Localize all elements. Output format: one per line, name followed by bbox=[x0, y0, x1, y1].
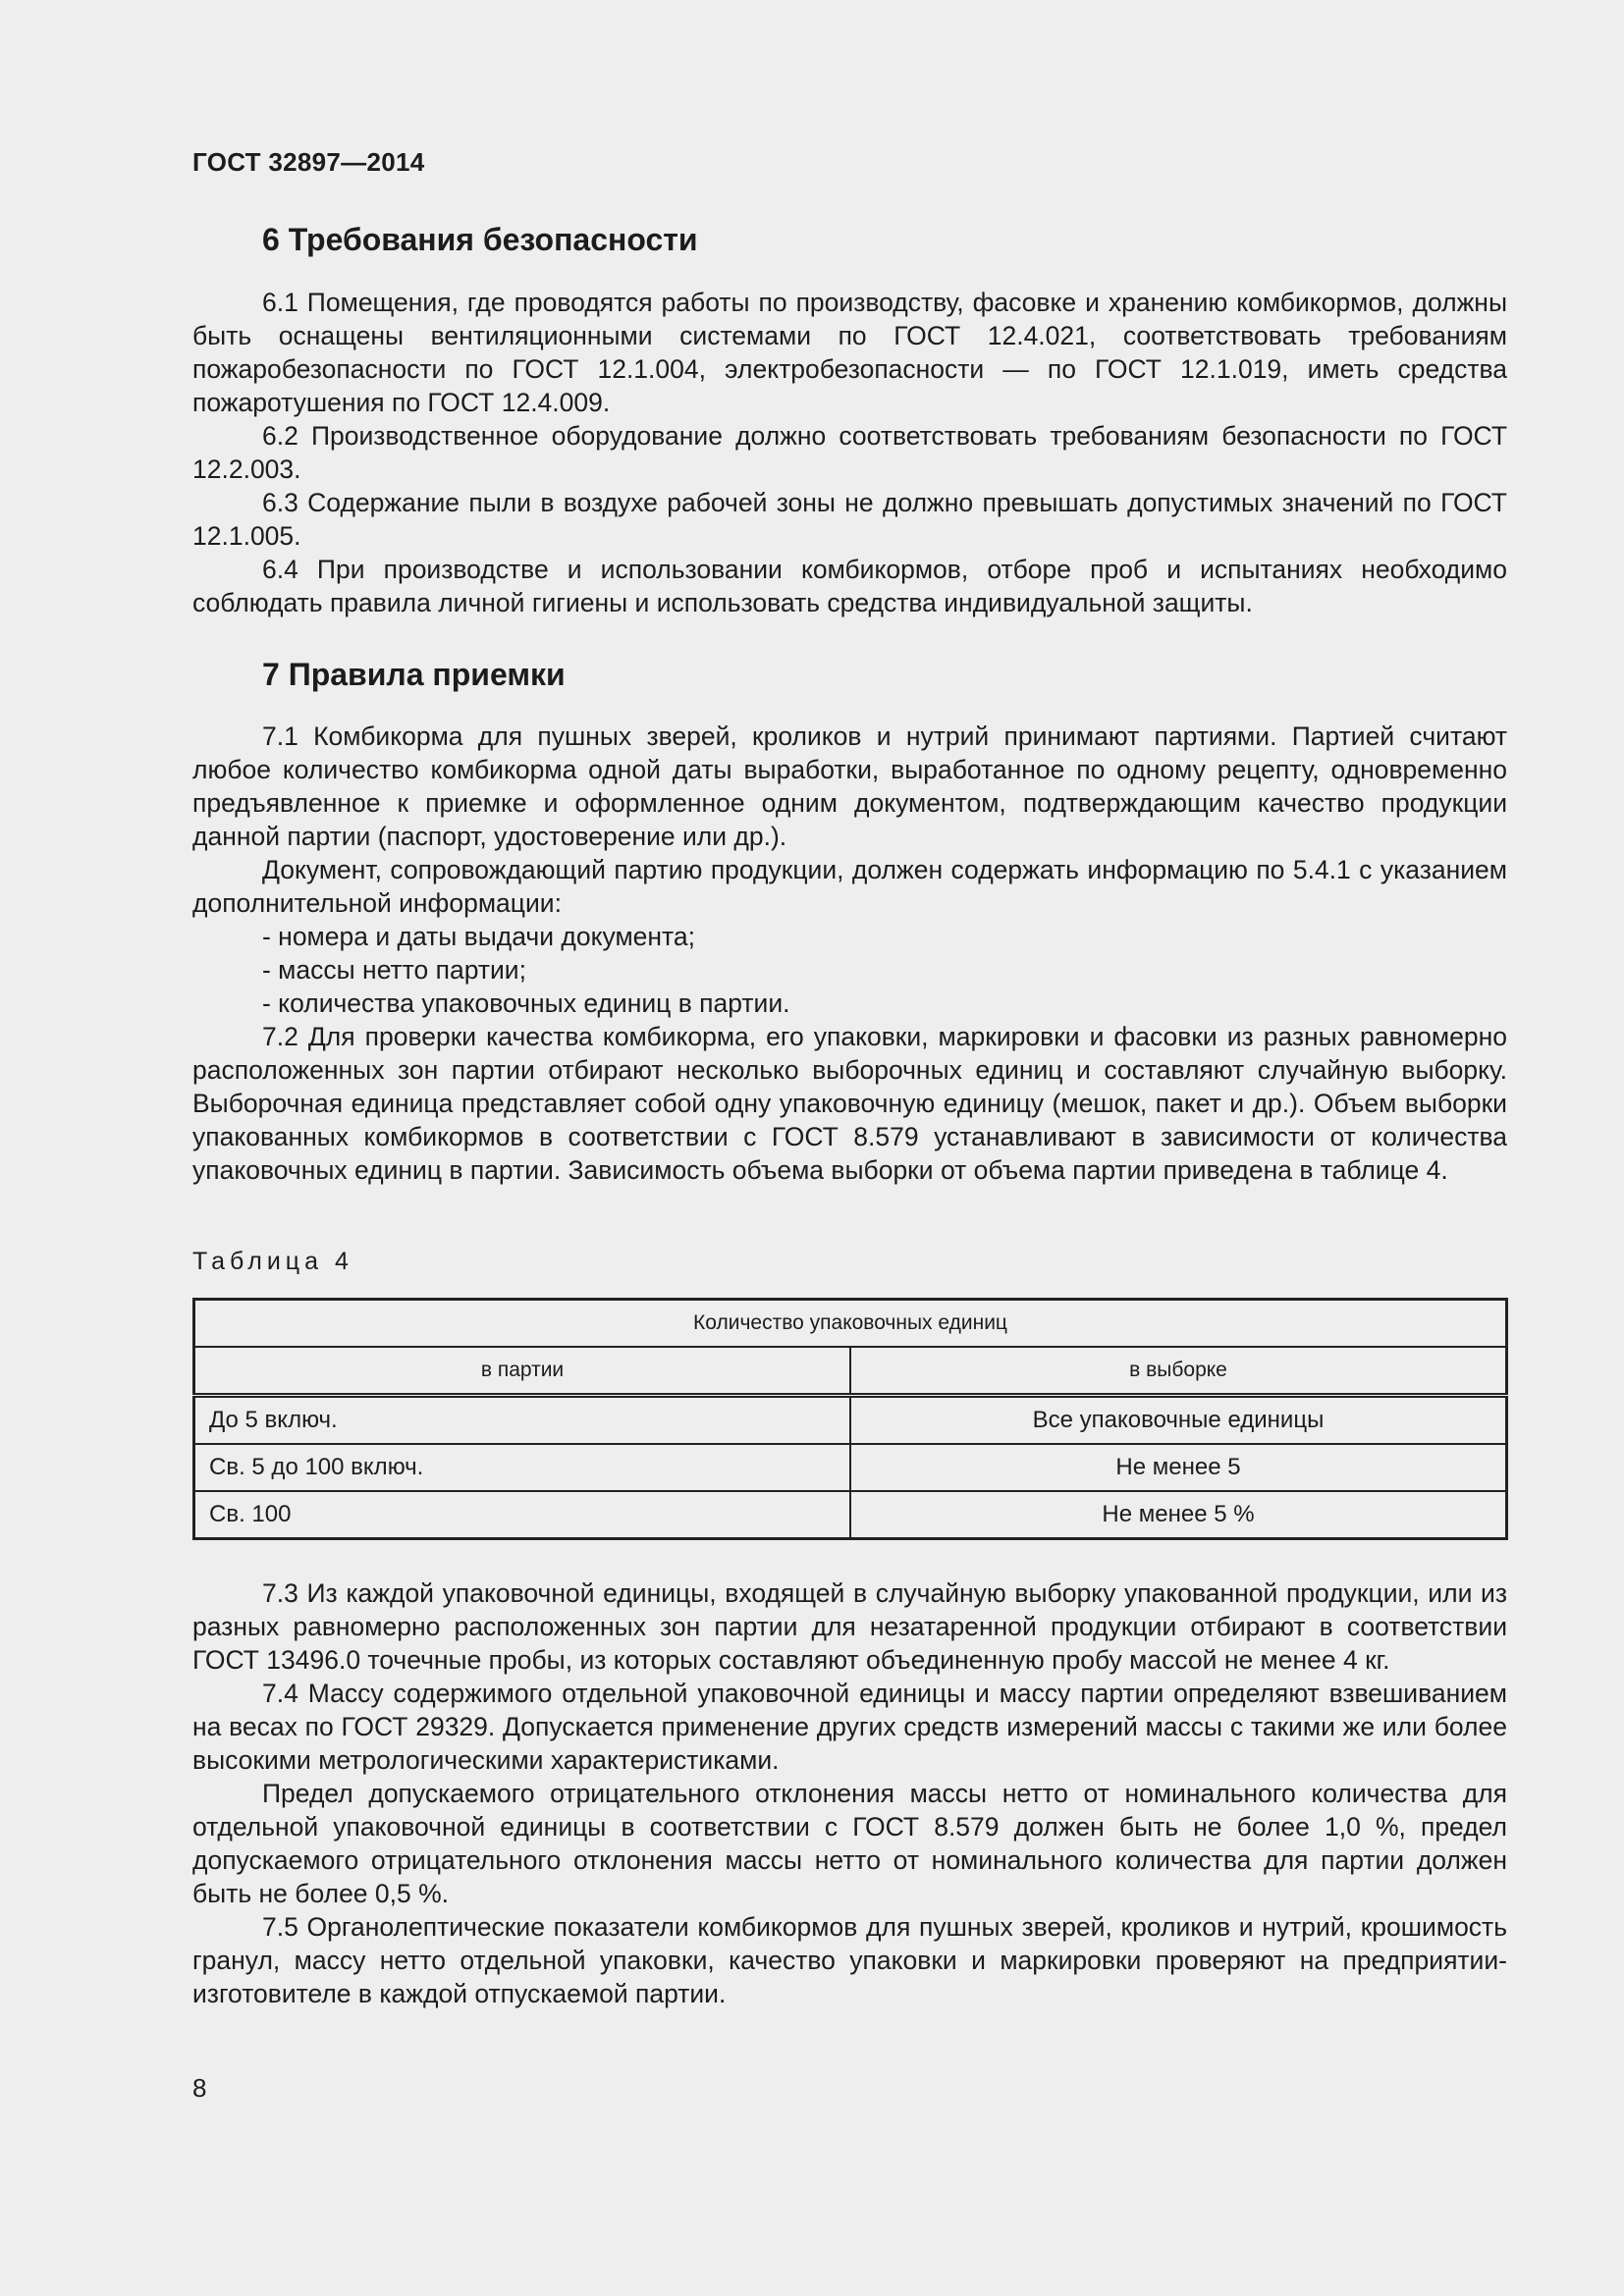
table-header-top: Количество упаковочных единиц bbox=[194, 1300, 1507, 1348]
paragraph-7-4-tolerance: Предел допускаемого отрицательного отклонения массы нетто от номинального количества для отдельной упаковочной единицы в соответствии с ГОСТ 8.579 должен быть не более 1,0 %, предел допускаемого отрицательного отклонения массы нетто от номинального количества для партии должен быть не более 0,5 %. bbox=[192, 1779, 1507, 1908]
paragraph-6-1: 6.1 Помещения, где проводятся работы по производству, фасовке и хранению комбикормов, должны быть оснащены вентиляционными системами по ГОСТ 12.4.021, соответствовать требованиям пожаробезопасности по ГОСТ 12.1.004, электробезопасности — по ГОСТ 12.1.019, иметь средства пожаротушения по ГОСТ 12.4.009. bbox=[192, 288, 1507, 417]
table-cell-lot: Св. 5 до 100 включ. bbox=[194, 1444, 851, 1491]
table-cell-sample: Не менее 5 bbox=[850, 1444, 1507, 1491]
table-row bbox=[194, 1444, 1507, 1491]
paragraph-6-4: 6.4 При производстве и использовании комбикормов, отборе проб и испытаниях необходимо соблюдать правила личной гигиены и использовать средства индивидуальной защиты. bbox=[192, 555, 1507, 617]
list-item: - номера и даты выдачи документа; bbox=[262, 922, 695, 951]
paragraph-7-5: 7.5 Органолептические показатели комбикормов для пушных зверей, кроликов и нутрий, крошимость гранул, массу нетто отдельной упаковки, качество упаковки и маркировки проверяют на предприятии-изготовителе в каждой отпускаемой партии. bbox=[192, 1912, 1507, 2008]
table-cell-sample: Не менее 5 % bbox=[850, 1491, 1507, 1539]
table-row bbox=[194, 1491, 1507, 1539]
paragraph-6-3: 6.3 Содержание пыли в воздухе рабочей зоны не должно превышать допустимых значений по ГОСТ 12.1.005. bbox=[192, 488, 1507, 551]
paragraph-6-2: 6.2 Производственное оборудование должно соответствовать требованиям безопасности по ГОСТ 12.2.003. bbox=[192, 421, 1507, 484]
table-cell-lot: Св. 100 bbox=[194, 1491, 851, 1539]
table-header-row bbox=[194, 1300, 1507, 1348]
table-row bbox=[194, 1396, 1507, 1445]
list-item: - количества упаковочных единиц в партии. bbox=[262, 988, 790, 1018]
paragraph-7-2: 7.2 Для проверки качества комбикорма, его упаковки, маркировки и фасовки из разных равномерно расположенных зон партии отбирают несколько выборочных единиц и составляют случайную выборку. Выборочная единица представляет собой одну упаковочную единицу (мешок, пакет и др.). Объем выборки упакованных комбикормов в соответствии с ГОСТ 8.579 устанавливают в зависимости от количества упаковочных единиц в партии. Зависимость объема выборки от объема партии приведена в таблице 4. bbox=[192, 1022, 1507, 1185]
section-6-title: 6 Требования безопасности bbox=[262, 222, 698, 257]
section-7-body-bottom bbox=[192, 1576, 1507, 2010]
table-4 bbox=[192, 1298, 1508, 1540]
table-cell-lot: До 5 включ. bbox=[194, 1396, 851, 1445]
paragraph-7-4: 7.4 Массу содержимого отдельной упаковочной единицы и массу партии определяют взвешиванием на весах по ГОСТ 29329. Допускается применение других средств измерений массы с такими же или более высокими метрологическими характеристиками. bbox=[192, 1679, 1507, 1775]
section-7-title: 7 Правила приемки bbox=[262, 657, 566, 692]
list-item: - массы нетто партии; bbox=[262, 955, 526, 985]
table-header-lot: в партии bbox=[194, 1347, 851, 1396]
paragraph-7-1-document: Документ, сопровождающий партию продукции, должен содержать информацию по 5.4.1 с указанием дополнительной информации: bbox=[192, 855, 1507, 918]
paragraph-7-3: 7.3 Из каждой упаковочной единицы, входящей в случайную выборку упакованной продукции, или из разных равномерно расположенных зон партии для незатаренной продукции отбирают в соответствии ГОСТ 13496.0 точечные пробы, из которых составляют объединенную пробу массой не менее 4 кг. bbox=[192, 1578, 1507, 1675]
document-id-header: ГОСТ 32897—2014 bbox=[192, 147, 425, 177]
table-cell-sample: Все упаковочные единицы bbox=[850, 1396, 1507, 1445]
page-number: 8 bbox=[192, 2073, 207, 2103]
table-subheader-row bbox=[194, 1347, 1507, 1396]
table-caption: Таблица 4 bbox=[192, 1248, 353, 1275]
paragraph-7-1: 7.1 Комбикорма для пушных зверей, кроликов и нутрий принимают партиями. Партией считают любое количество комбикорма одной даты выработки, выработанное по одному рецепту, одновременно предъявленное к приемке и оформленное одним документом, подтверждающим качество продукции данной партии (паспорт, удостоверение или др.). bbox=[192, 721, 1507, 851]
section-7-body-top bbox=[192, 720, 1507, 1187]
section-6-body bbox=[192, 286, 1507, 619]
table-header-sample: в выборке bbox=[850, 1347, 1507, 1396]
